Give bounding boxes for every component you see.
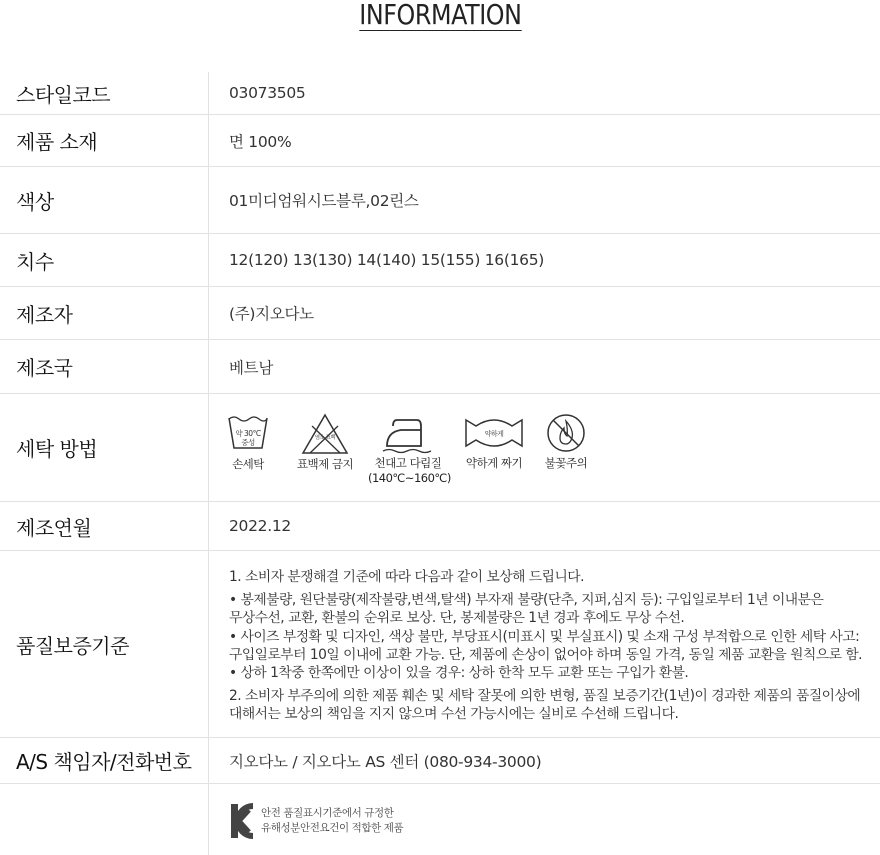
- row-country: [0, 340, 880, 394]
- no-fire-icon: [544, 412, 588, 452]
- hand-wash-icon: [226, 412, 270, 452]
- no-bleach-icon-text: 염소 표백: [314, 435, 336, 441]
- row-label: 스타일코드: [16, 82, 111, 107]
- quality-line: 1. 소비자 분쟁해결 기준에 따라 다음과 같이 보상해 드립니다.: [229, 569, 584, 585]
- iron-icon: [381, 412, 435, 456]
- care-no-fire: [541, 412, 591, 471]
- care-label: 불꽃주의: [544, 456, 588, 470]
- row-label: 색상: [16, 189, 54, 214]
- row-label: 제조연월: [16, 515, 92, 540]
- care-iron: [368, 412, 451, 486]
- row-material: [0, 115, 880, 167]
- row-label: A/S 책임자/전화번호: [16, 750, 192, 774]
- row-value: 2022.12: [229, 517, 291, 535]
- care-label: 약하게 짜기: [465, 456, 523, 470]
- row-value: 12(120) 13(130) 14(140) 15(155) 16(165): [229, 251, 545, 269]
- quality-line: 구입일로부터 10일 이내에 교환 가능. 단, 제품에 손상이 없어야 하며 동일 가격, 동일 제품 교환을 원칙으로 함.: [229, 647, 863, 663]
- hand-wash-temp: 약 30°C: [235, 429, 261, 438]
- care-no-bleach: [290, 412, 360, 472]
- row-value: 면 100%: [229, 132, 292, 151]
- row-label: 제조국: [16, 356, 73, 380]
- kc-line: 유해성분안전요건이 적합한 제품: [261, 822, 404, 834]
- no-bleach-icon: [300, 412, 350, 456]
- row-value: 베트남: [229, 358, 274, 377]
- kc-text: [261, 806, 403, 836]
- row-label: 제품 소재: [16, 130, 98, 154]
- quality-line: 무상수선, 교환, 환불의 순위로 보상. 단, 봉제불량은 1년 경과 후에도 무상 수선.: [229, 610, 685, 626]
- care-label: 표백제 금지: [296, 457, 354, 471]
- row-color: [0, 167, 880, 234]
- care-label: 천대고 다림질: [374, 456, 442, 470]
- row-label: 품질보증기준: [16, 633, 129, 658]
- page-title-text: INFORMATION: [358, 0, 522, 31]
- care-label-temp: (140℃~160℃): [368, 471, 451, 485]
- row-size: [0, 234, 880, 287]
- row-value: (주)지오다노: [229, 305, 314, 323]
- row-value: 03073505: [229, 84, 306, 102]
- row-value: 01미디엄워시드블루,02린스: [229, 192, 419, 210]
- quality-line: • 봉제불량, 원단불량(제작불량,변색,탈색) 부자재 불량(단추, 지퍼,심지 등): 구입일로부터 1년 이내분은: [229, 592, 824, 608]
- row-style-code: [0, 72, 880, 115]
- wring-icon-text: 약하게: [484, 430, 504, 438]
- quality-line: 대해서는 보상의 책임을 지지 않으며 수선 가능시에는 실비로 수선해 드립니다.: [229, 706, 679, 722]
- hand-wash-detergent: 중성: [241, 438, 255, 447]
- kc-mark-icon: [229, 802, 257, 840]
- page-title: [0, 0, 880, 31]
- row-label: 치수: [16, 249, 54, 274]
- row-label: 세탁 방법: [16, 437, 98, 461]
- quality-line: • 상하 1착중 한쪽에만 이상이 있을 경우: 상하 한착 모두 교환 또는 구입가 환불.: [229, 665, 689, 681]
- row-label: 제조자: [16, 302, 73, 327]
- kc-line: 안전 품질표시기준에서 규정한: [261, 807, 394, 819]
- quality-line: • 사이즈 부정확 및 디자인, 색상 불만, 부당표시(미표시 및 부실표시) 및 소재 구성 부적합으로 인한 세탁 사고:: [229, 629, 860, 645]
- row-as: [0, 738, 880, 784]
- row-manufacture-date: [0, 502, 880, 551]
- care-wring: [463, 412, 525, 471]
- row-manufacturer: [0, 287, 880, 340]
- quality-line: 2. 소비자 부주의에 의한 제품 훼손 및 세탁 잘못에 의한 변형, 품질 보증기간(1년)이 경과한 제품의 품질이상에: [229, 688, 861, 704]
- care-hand-wash: [225, 412, 271, 472]
- care-label: 손세탁: [232, 457, 264, 471]
- care-symbols: [225, 412, 605, 494]
- row-value: 지오다노 / 지오다노 AS 센터 (080-934-3000): [229, 752, 542, 771]
- kc-certification: [229, 800, 479, 840]
- wring-icon: [464, 412, 524, 452]
